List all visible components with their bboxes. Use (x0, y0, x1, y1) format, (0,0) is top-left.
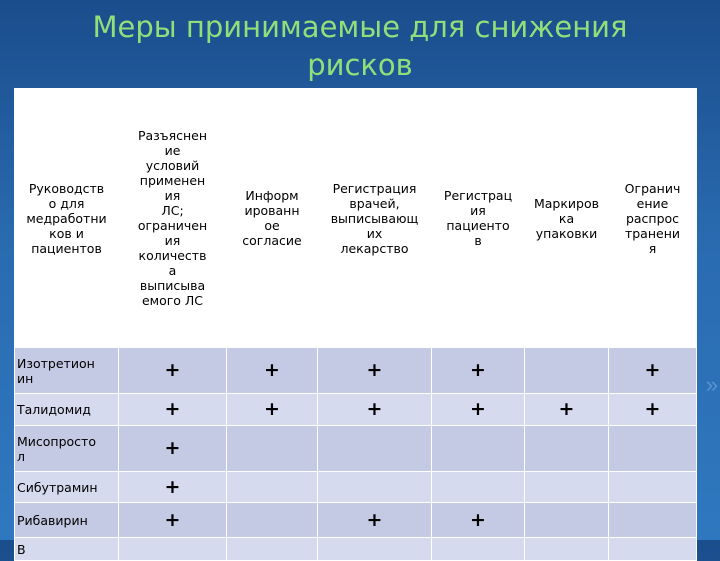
table-cell: + (318, 348, 432, 394)
table-cell (609, 426, 697, 472)
slide-title (0, 8, 720, 84)
table-cell: + (119, 348, 227, 394)
table-cell: + (609, 348, 697, 394)
table-cell: + (227, 394, 318, 426)
header-doctor-registration: Регистрация врачей, выписывающ их лекарство (330, 180, 419, 256)
table-cell (227, 538, 318, 561)
table-cell: + (318, 394, 432, 426)
table-cell (609, 538, 697, 561)
header-informed-consent: Информ ированн ое согласие (242, 188, 302, 248)
table-cell: + (525, 394, 609, 426)
drug-name: В (17, 541, 26, 557)
table-cell (227, 426, 318, 472)
table-row (15, 472, 697, 503)
header-guidelines: Руководств о для медработни ков и пациентов (26, 180, 107, 256)
table-cell: + (119, 472, 227, 503)
table-cell (525, 426, 609, 472)
table-cell: + (119, 394, 227, 426)
table-cell (525, 472, 609, 503)
title-line-1: Меры принимаемые для снижения (92, 10, 628, 44)
table-row (15, 503, 697, 538)
table-cell: + (432, 348, 525, 394)
table-cell (609, 472, 697, 503)
table-row (15, 426, 697, 472)
table-cell (119, 538, 227, 561)
table-cell (609, 503, 697, 538)
table-row (15, 348, 697, 394)
table-cell: + (432, 394, 525, 426)
table-cell: + (609, 394, 697, 426)
drug-name: Талидомид (17, 402, 91, 417)
table-cell (432, 538, 525, 561)
header-patient-registration: Регистрац ия пациенто в (443, 188, 513, 248)
header-distribution-restriction: Огранич ение распрос транени я (624, 180, 681, 256)
title-line-2: рисков (307, 48, 413, 82)
header-package-labeling: Маркиров ка упаковки (533, 195, 599, 241)
table-cell (318, 472, 432, 503)
decorative-arrow-icon: » (705, 372, 718, 397)
drug-name: Сибутрамин (17, 479, 98, 495)
table-cell (227, 472, 318, 503)
table-cell (432, 426, 525, 472)
table-cell (432, 472, 525, 503)
table-cell (318, 538, 432, 561)
table-row (15, 394, 697, 426)
table-cell: + (119, 426, 227, 472)
risk-measures-table (14, 88, 697, 561)
header-conditions-explanation: Разъяснен ие условий применен ия ЛС; ограничен ия количеств а выписыва емого ЛС (137, 128, 208, 308)
table-cell: + (227, 348, 318, 394)
drug-name: Изотретион ин (17, 355, 95, 386)
table-cell (318, 426, 432, 472)
table-cell: + (119, 503, 227, 538)
table-cell: + (432, 503, 525, 538)
table-cell (525, 503, 609, 538)
table-cell (525, 348, 609, 394)
drug-name: Рибавирин (17, 512, 88, 528)
header-row (15, 89, 697, 348)
table-row (15, 538, 697, 561)
table-cell (227, 503, 318, 538)
drug-name: Мисопросто л (17, 433, 96, 464)
table-cell: + (318, 503, 432, 538)
table-cell (525, 538, 609, 561)
